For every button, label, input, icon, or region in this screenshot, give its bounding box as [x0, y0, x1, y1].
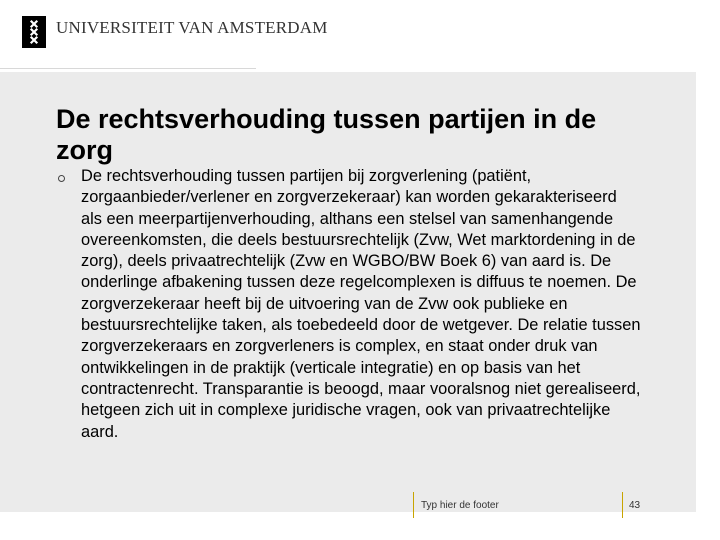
uva-crest-icon	[22, 16, 46, 48]
footer-divider	[413, 492, 414, 518]
university-name: UNIVERSITEIT VAN AMSTERDAM	[56, 18, 328, 37]
header	[0, 0, 720, 70]
slide-title: De rechtsverhouding tussen partijen in de zorg	[56, 104, 597, 165]
header-divider	[0, 68, 256, 69]
page-number: 43	[629, 500, 641, 511]
footer-text: Typ hier de footer	[421, 500, 499, 511]
page-number-divider	[622, 492, 623, 518]
bullet-text: De rechtsverhouding tussen partijen bij zorgverlening (patiënt, zorgaanbieder/verlener en zorgverzekeraar) kan worden gekarakteriseerd als een meerpartijenverhouding, althans een stelsel van samenhangende overeenkomsten, die deels bestuursrechtelijk (Zvw, Wet marktordening in de zorg), deels privaatrechtelijk (Zvw en WGBO/BW Boek 6) van aard is. De onderlinge afbakening tussen deze regelcomplexen is diffuus te noemen. De zorgverzekeraar heeft bij de uitvoering van de Zvw ook publieke en bestuursrechtelijke taken, als toebedeeld door de wetgever. De relatie tussen zorgverzekeraars en zorgverleners is complex, en staat onder druk van ontwikkelingen in de praktijk (verticale integratie) en op basis van het contractenrecht. Transparantie is beoogd, maar vooralsnog niet gerealiseerd, hetgeen zich uit in complexe juridische vragen, ook van privaatrechtelijke aard.	[81, 167, 641, 441]
hollow-circle-bullet-icon	[58, 175, 65, 182]
